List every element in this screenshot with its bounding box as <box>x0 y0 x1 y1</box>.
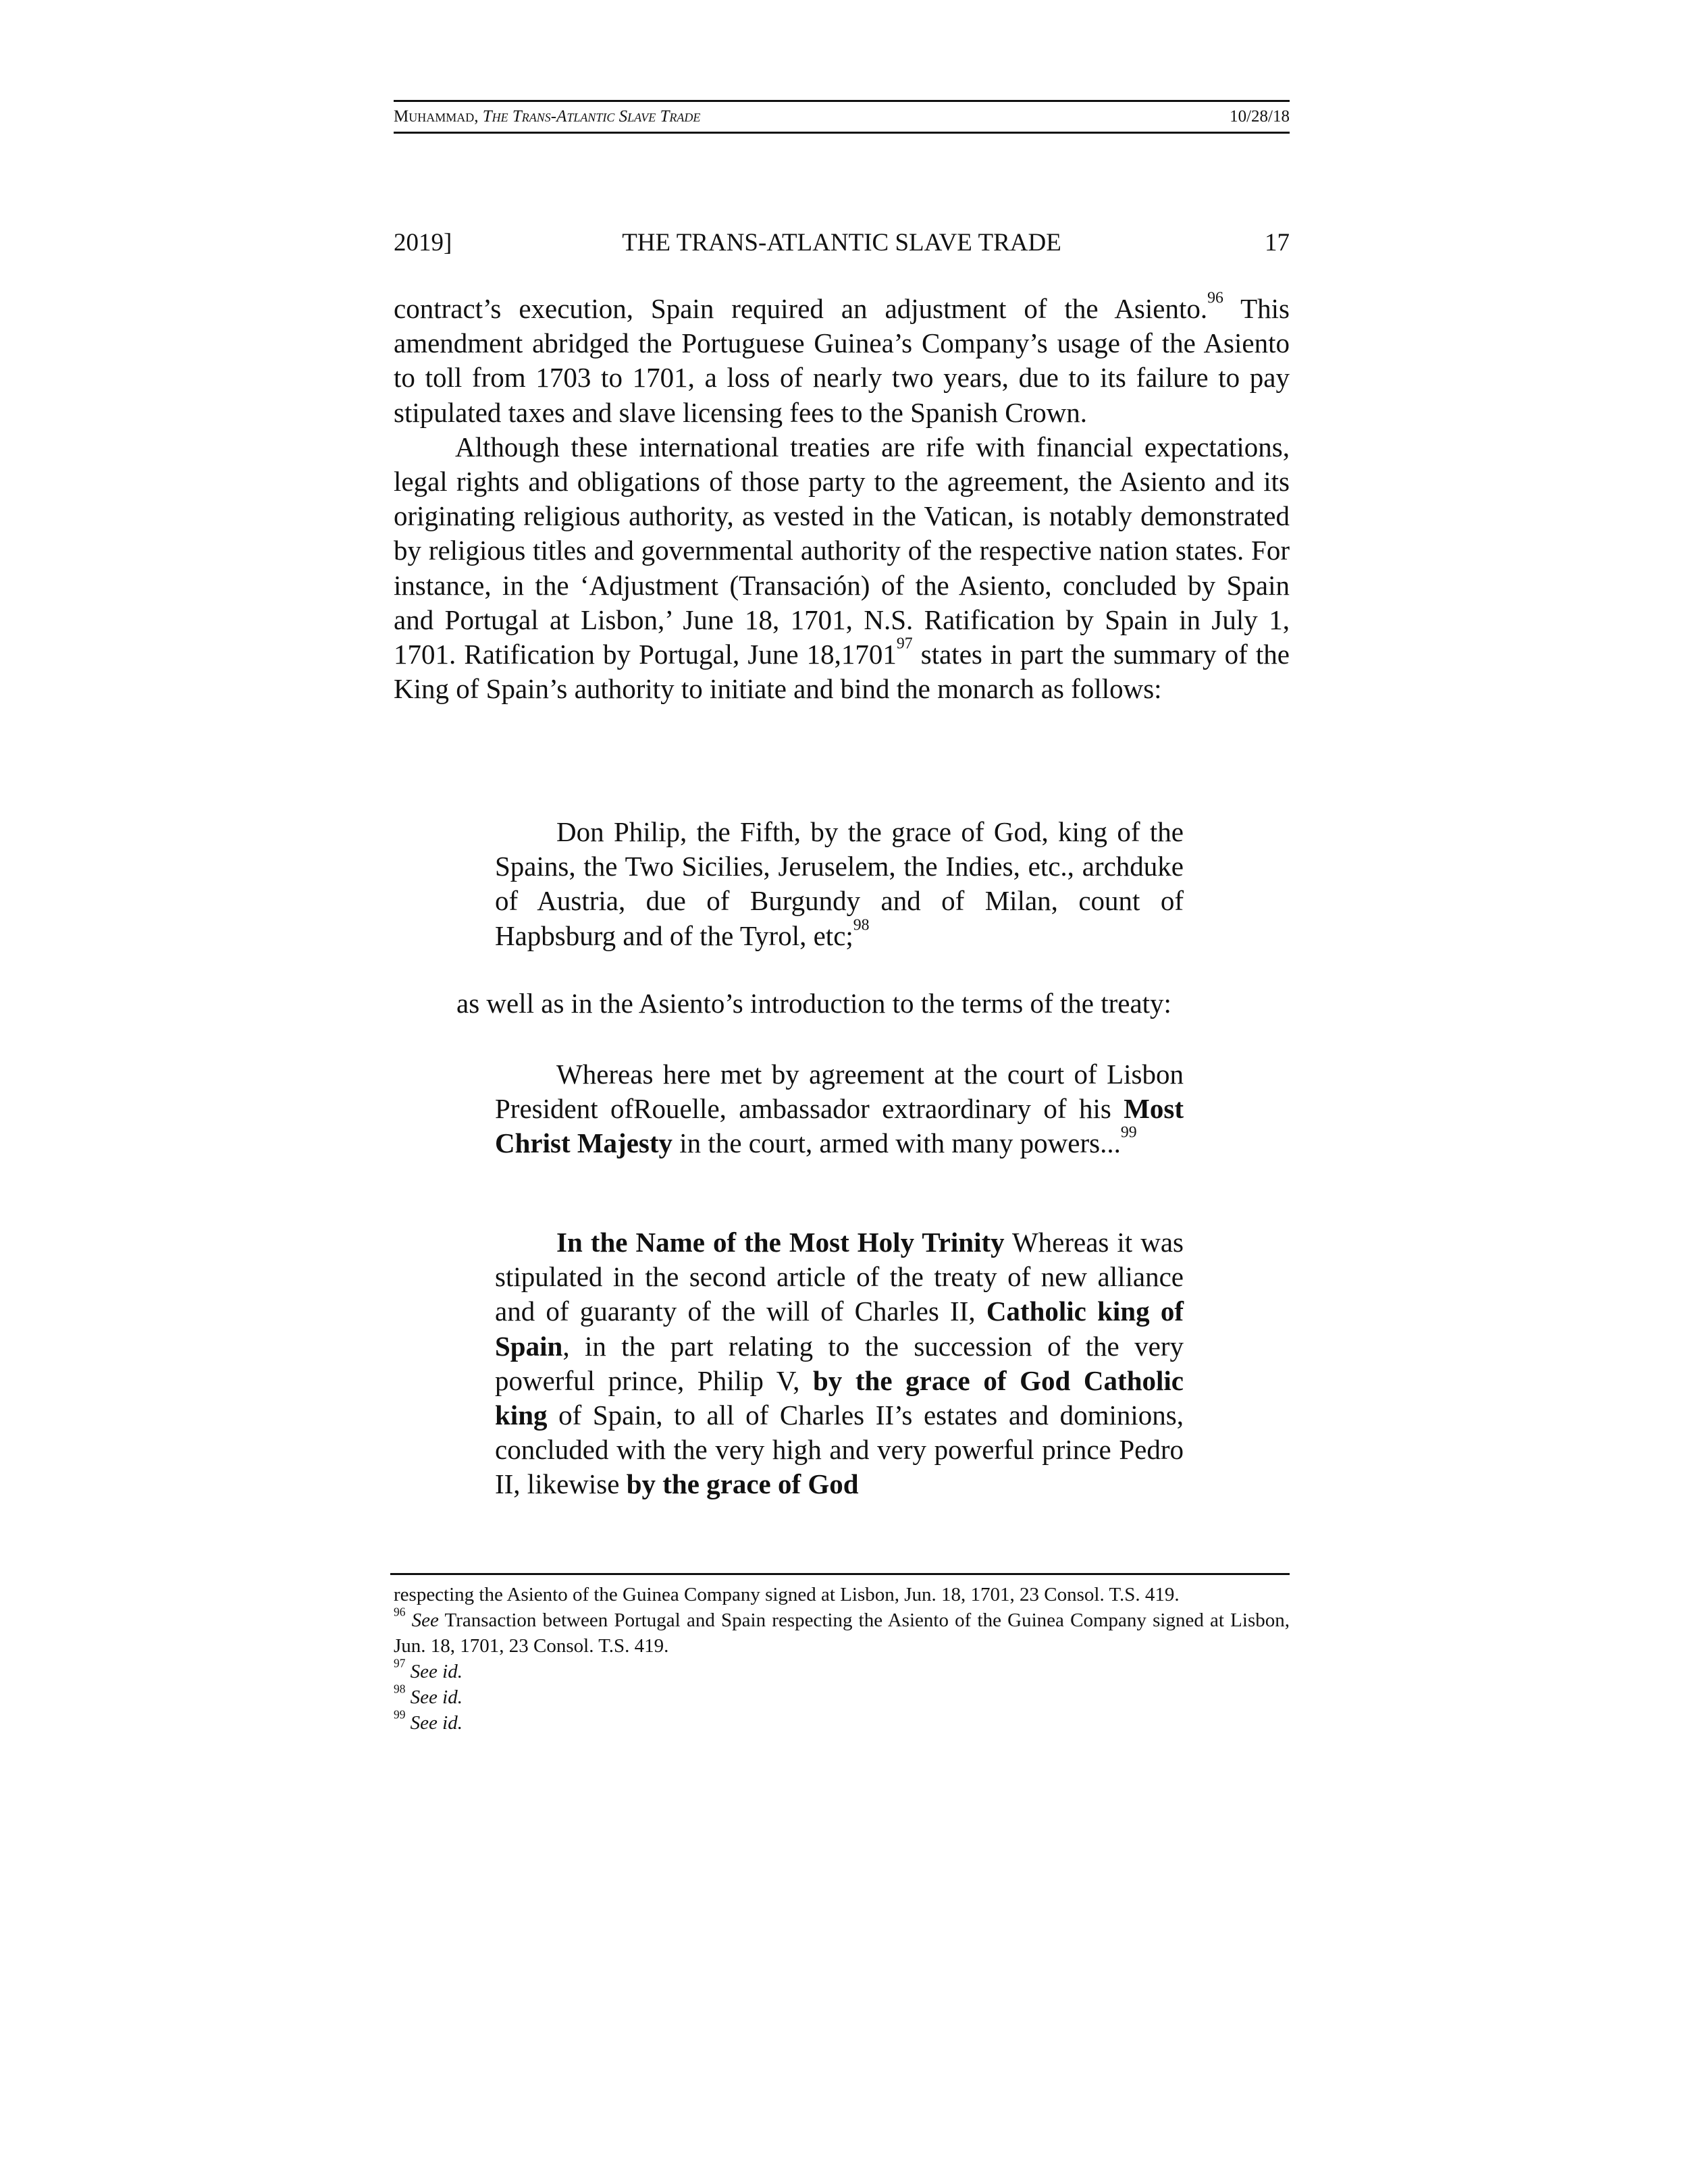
footnote-98: $^{98}$ See id. <box>394 1682 463 1708</box>
footnote-97: $^{97}$ See id. <box>394 1656 463 1682</box>
footnote-ref-97[interactable]: 97 <box>896 635 913 653</box>
running-head-left: Muhammad, The Trans-Atlantic Slave Trade <box>394 107 701 126</box>
running-head <box>394 100 1290 134</box>
running-head-author: Muhammad <box>394 107 475 126</box>
footnote-ref-96[interactable]: 96 <box>1207 289 1223 307</box>
running-head-title: The Trans-Atlantic Slave Trade <box>482 107 701 126</box>
body-text <box>394 289 1290 706</box>
footnote-divider <box>390 1573 1290 1575</box>
journal-running-title: THE TRANS-ATLANTIC SLAVE TRADE <box>622 229 1061 257</box>
block-quote-2: Whereas here met by agreement at the court of Lisbon President ofRouelle, ambassador extraordinary of his Most Christ Majesty in the court, armed with many powers...$^{99}$ <box>495 1059 1184 1159</box>
footnote-ref-99[interactable]: 99 <box>1120 1123 1137 1142</box>
paragraph-2: Although these international treaties are rife with financial expectations, legal rights and obligations of those party to the agreement, the Asiento and its originating religious authority, as vested in the Vatican, is notably demonstrated by religious titles and governmental authority of the respective nation states. For instance, in the ‘Adjustment (Transación) of the Asiento, concluded by Spain and Portugal at Lisbon,’ June 18, 1701, N.S. Ratification by Spain in July 1, 1701. Ratification by Portugal, June 18,1701$^{97}$ states in part the summary of the King of Spain’s authority to initiate and bind the monarch as follows: <box>394 431 1290 705</box>
block-quote-1: Don Philip, the Fifth, by the grace of God, king of the Spains, the Two Sicilies, Jeruselem, the Indies, etc., archduke of Austria, due of Burgundy and of Milan, count of Hapbsburg and of the Tyrol, etc;$^{98}$ <box>495 816 1184 951</box>
block-quote-3: In the Name of the Most Holy Trinity Whereas it was stipulated in the second article of the treaty of new alliance and of guaranty of the will of Charles II, Catholic king of Spain, in the part relating to the succession of the very powerful prince, Philip V, by the grace of God Catholic king of Spain, to all of Charles II’s estates and dominions, concluded with the very high and very powerful prince Pedro II, likewise by the grace of God <box>495 1227 1184 1500</box>
volume-year: 2019] <box>394 229 452 257</box>
paragraph-1: contract’s execution, Spain required an adjustment of the Asiento.$^{96}$ This amendment abridged the Portuguese Guinea’s Company’s usage of the Asiento to toll from 1703 to 1701, a loss of nearly two years, due to its failure to pay stipulated taxes and slave licensing fees to the Spanish Crown. <box>394 289 1290 428</box>
footnote-96: $^{96}$ See Transaction between Portugal and Spain respecting the Asiento of the Guinea Company signed at Lisbon, Jun. 18, 1701, 23 Consol. T.S. 419. <box>394 1605 1290 1657</box>
running-head-date: 10/28/18 <box>1230 107 1290 126</box>
transition-line: as well as in the Asiento’s introduction to the terms of the treaty: <box>456 988 1171 1019</box>
footnote-continuation: respecting the Asiento of the Guinea Company signed at Lisbon, Jun. 18, 1701, 23 Consol. T.S. 419. <box>394 1584 1180 1605</box>
footnotes <box>394 1582 1290 1736</box>
footnote-99: $^{99}$ See id. <box>394 1707 463 1734</box>
footnote-ref-98[interactable]: 98 <box>853 916 870 934</box>
page-number: 17 <box>1265 229 1290 257</box>
page-header <box>394 226 1290 260</box>
